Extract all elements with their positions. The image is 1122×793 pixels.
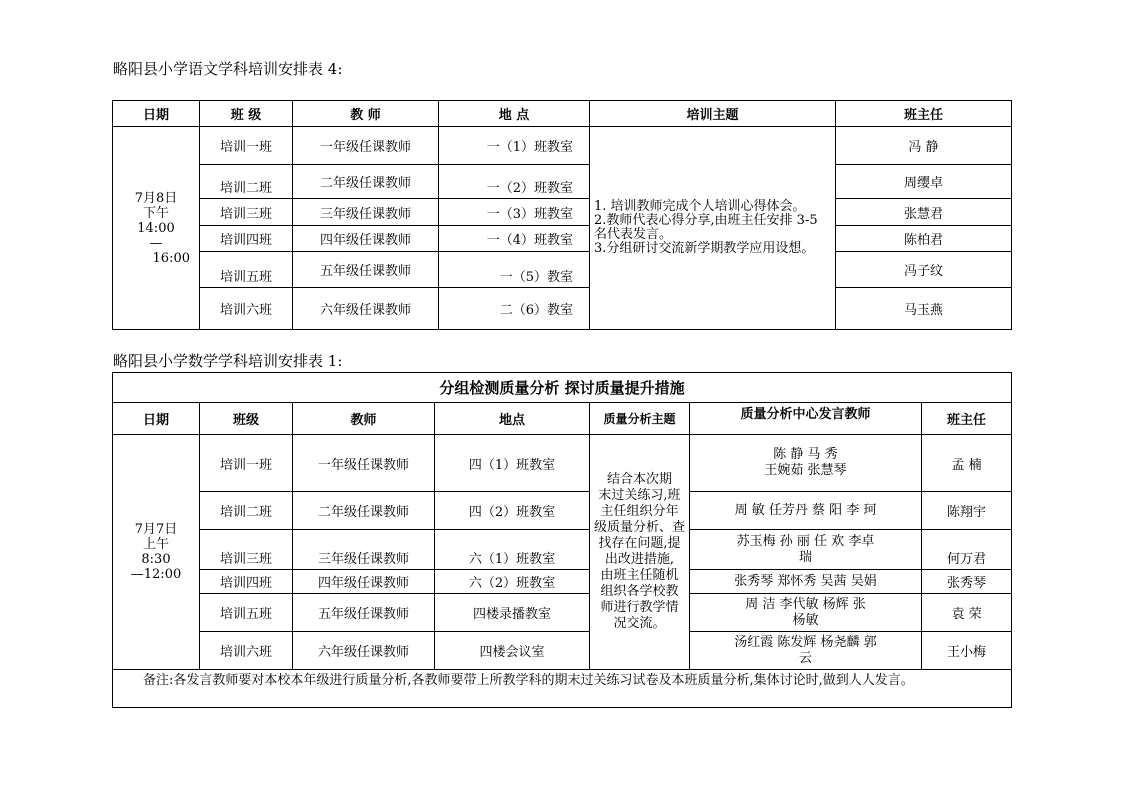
header-place: 地 点: [439, 101, 590, 127]
speakers-cell: [690, 435, 922, 492]
header-class: 班级: [200, 403, 293, 435]
date-line: 下午: [142, 205, 169, 221]
table-row: [113, 127, 1012, 165]
header-topic: 培训主题: [590, 101, 836, 127]
date-line: 7月7日: [134, 522, 178, 537]
date-line: 16:00: [152, 250, 190, 266]
teacher-cell: 四年级任课教师: [293, 226, 439, 252]
topic-line: 1. 培训教师完成个人培训心得体会。: [594, 199, 806, 214]
teacher-cell: 三年级任课教师: [293, 530, 435, 570]
topic-cell: [590, 127, 836, 330]
speakers-cell: [690, 492, 922, 530]
teacher-cell: 四年级任课教师: [293, 570, 435, 594]
math-training-table: [112, 372, 1012, 708]
class-cell: 培训六班: [200, 288, 293, 330]
date-line: —: [149, 235, 163, 251]
header-head-teacher: 班主任: [922, 403, 1012, 435]
place-cell: 一（2）班教室: [439, 165, 590, 199]
teacher-cell: 六年级任课教师: [293, 632, 435, 670]
table-row: [113, 632, 1012, 670]
head-cell: 何万君: [922, 530, 1012, 570]
topic-line: 师进行教学情: [600, 600, 679, 615]
place-cell: 四楼录播教室: [435, 594, 590, 632]
header-teacher: 教 师: [293, 101, 439, 127]
speakers-line: 陈 静 马 秀: [773, 447, 838, 462]
head-cell: 冯 静: [836, 127, 1012, 165]
class-cell: 培训四班: [200, 226, 293, 252]
class-cell: 培训四班: [200, 570, 293, 594]
place-cell: 六（2）班教室: [435, 570, 590, 594]
header-class: 班 级: [200, 101, 293, 127]
place-cell: 一（4）班教室: [439, 226, 590, 252]
topic-line: 末过关练习,班: [598, 488, 681, 503]
speakers-line: 周 敏 任芳丹 蔡 阳 李 珂: [734, 502, 877, 518]
class-cell: 培训二班: [200, 165, 293, 199]
place-cell: 六（1）班教室: [435, 530, 590, 570]
teacher-cell: 三年级任课教师: [293, 199, 439, 226]
head-cell: 冯子纹: [836, 252, 1012, 288]
topic-line: 3.分组研讨交流新学期教学应用设想。: [594, 241, 815, 256]
speakers-cell: [690, 530, 922, 570]
class-cell: 培训一班: [200, 435, 293, 492]
header-place: 地点: [435, 403, 590, 435]
header-teacher: 教师: [293, 403, 435, 435]
header-head-teacher: 班主任: [836, 101, 1012, 127]
table-row: [113, 165, 1012, 199]
speakers-line: 周 洁 李代敏 杨辉 张: [745, 596, 866, 612]
date-line: 上午: [142, 537, 169, 552]
class-cell: 培训三班: [200, 530, 293, 570]
head-cell: 马玉燕: [836, 288, 1012, 330]
speakers-line: 苏玉梅 孙 丽 任 欢 李卓: [736, 533, 875, 549]
class-cell: 培训三班: [200, 199, 293, 226]
topic-line: 组织各学校教: [600, 584, 679, 599]
table-row: [113, 492, 1012, 530]
place-cell: 一（3）班教室: [439, 199, 590, 226]
topic-line: 主任组织分年: [600, 504, 679, 519]
topic-line: 由班主任随机: [600, 568, 679, 583]
class-cell: 培训一班: [200, 127, 293, 165]
speakers-line: 王婉茹 张慧琴: [764, 463, 847, 478]
date-line: —12:00: [130, 567, 182, 582]
speakers-cell: [690, 570, 922, 594]
table-row: [113, 288, 1012, 330]
date-line: 14:00: [137, 220, 175, 236]
topic-line: 结合本次期: [606, 472, 672, 487]
class-cell: 培训五班: [200, 252, 293, 288]
place-cell: 四楼会议室: [435, 632, 590, 670]
class-cell: 培训六班: [200, 632, 293, 670]
head-cell: 周缨卓: [836, 165, 1012, 199]
class-cell: 培训五班: [200, 594, 293, 632]
note-text: 备注:各发言教师要对本校本年级进行质量分析,各教师要带上所教学科的期末过关练习试卷及本班质量分析,集体讨论时,做到人人发言。: [143, 673, 914, 688]
table-row: [113, 199, 1012, 226]
head-cell: 陈翔宇: [922, 492, 1012, 530]
topic-line: 2.教师代表心得分享,由班主任安排 3-5 名代表发言。: [594, 213, 818, 242]
date-cell: [113, 435, 200, 670]
banner-title: 分组检测质量分析 探讨质量提升措施: [113, 373, 1012, 403]
date-line: 8:30: [141, 552, 171, 567]
speakers-cell: [690, 632, 922, 670]
topic-cell: [590, 435, 690, 670]
head-cell: 张慧君: [836, 199, 1012, 226]
speakers-cell: [690, 594, 922, 632]
table-row: [113, 570, 1012, 594]
teacher-cell: 五年级任课教师: [293, 594, 435, 632]
table-row: [113, 252, 1012, 288]
head-cell: 孟 楠: [922, 435, 1012, 492]
teacher-cell: 二年级任课教师: [293, 492, 435, 530]
speakers-line: 云: [798, 650, 812, 666]
teacher-cell: 五年级任课教师: [293, 252, 439, 288]
table-row: [113, 226, 1012, 252]
table2-heading: 略阳县小学数学学科培训安排表 1:: [113, 352, 343, 370]
teacher-cell: 一年级任课教师: [293, 435, 435, 492]
place-cell: 一（1）班教室: [439, 127, 590, 165]
speakers-line: 杨敏: [792, 612, 819, 628]
topic-line: 出改进措施,: [604, 552, 675, 567]
teacher-cell: 二年级任课教师: [293, 165, 439, 199]
header-date: 日期: [113, 403, 200, 435]
place-cell: 二（6）教室: [439, 288, 590, 330]
table-row: [113, 435, 1012, 492]
head-cell: 陈柏君: [836, 226, 1012, 252]
place-cell: 四（2）班教室: [435, 492, 590, 530]
speakers-line: 瑞: [798, 549, 812, 565]
header-topic: 质量分析主题: [590, 403, 690, 435]
header-date: 日期: [113, 101, 200, 127]
teacher-cell: 一年级任课教师: [293, 127, 439, 165]
table1-heading: 略阳县小学语文学科培训安排表 4:: [113, 60, 343, 78]
place-cell: 四（1）班教室: [435, 435, 590, 492]
speakers-line: 张秀琴 郑怀秀 吴茜 吴娟: [734, 573, 877, 589]
header-speakers: 质量分析中心发言教师: [690, 403, 922, 435]
head-cell: 袁 荣: [922, 594, 1012, 632]
topic-line: 况交流。: [613, 616, 666, 631]
head-cell: 王小梅: [922, 632, 1012, 670]
topic-line: 级质量分析、查: [593, 520, 685, 535]
date-line: 7月8日: [134, 190, 178, 206]
note-cell: [113, 670, 1012, 708]
table-row: [113, 530, 1012, 570]
topic-line: 找存在问题,提: [598, 536, 681, 551]
table-row: [113, 594, 1012, 632]
teacher-cell: 六年级任课教师: [293, 288, 439, 330]
speakers-line: 汤红霞 陈发辉 杨尧麟 郭: [734, 634, 877, 650]
date-cell: [113, 127, 200, 330]
class-cell: 培训二班: [200, 492, 293, 530]
place-cell: 一（5）教室: [439, 252, 590, 288]
chinese-training-table: [112, 100, 1012, 330]
head-cell: 张秀琴: [922, 570, 1012, 594]
